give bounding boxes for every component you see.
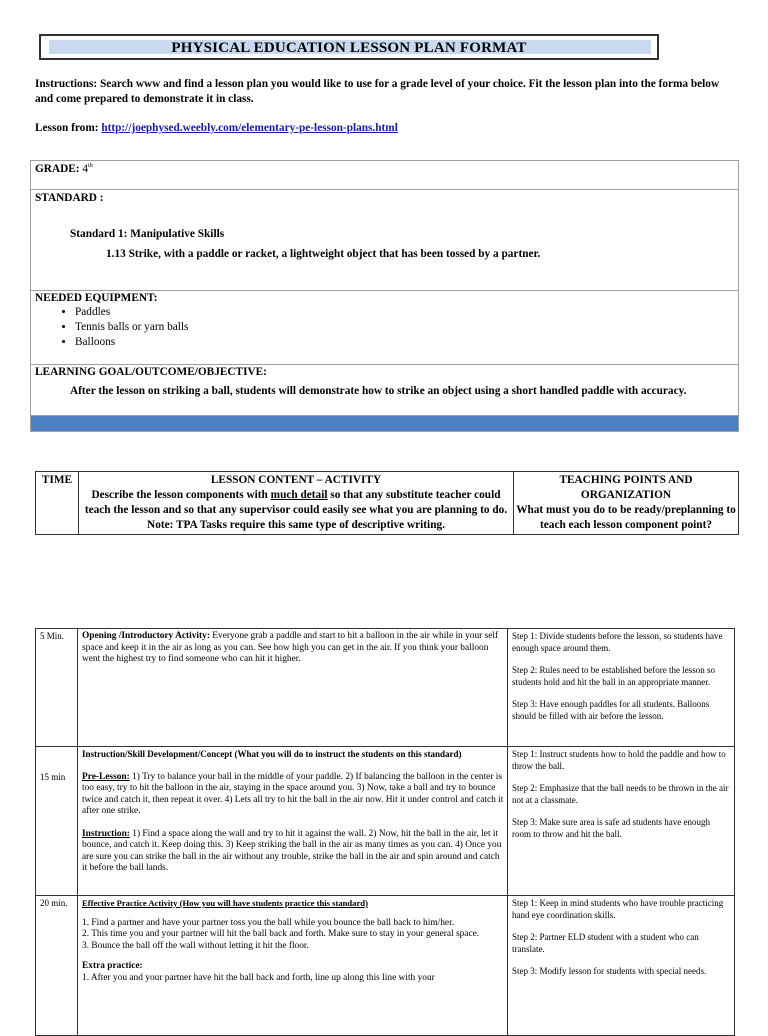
extra-practice-text: 1. After you and your partner have hit the ball back and forth, line up along this line with your [82, 972, 435, 983]
standard-name: Standard 1: Manipulative Skills [70, 228, 225, 240]
content-header-title: LESSON CONTENT – ACTIVITY [210, 474, 382, 486]
row-teaching-points [508, 629, 735, 747]
lesson-from-label: Lesson from: [35, 122, 99, 134]
equipment-item: • Balloons [75, 335, 738, 350]
step-item: Step 1: Divide students before the lesson, so students have enough space around them. [512, 631, 723, 653]
equipment-cell [31, 291, 739, 365]
practice-item: 2. This time you and your partner will hit the ball back and forth. Make sure to stay in your general space. [82, 929, 480, 939]
equipment-item: • Paddles [75, 305, 738, 320]
title-box [39, 34, 659, 60]
step-item: Step 2: Rules need to be established before the lesson so students hold and hit the ball in an appropriate manner. [512, 665, 715, 687]
step-item: Step 2: Partner ELD student with a student who can translate. [512, 932, 699, 954]
pre-lesson-text: Pre-Lesson: 1) Try to balance your ball in the middle of your paddle. 2) If balancing the balloon in the center is too easy, try to hit the balloon in the air, staying in the space around you. 3) Now, take a ball and try to bounce twice and catch it, then repeat it over. 4) Lets all try to hit the ball in the air now. Hit it under control and catch it after one strike. [82, 771, 504, 816]
step-item: Step 3: Modify lesson for students with special needs. [512, 966, 707, 976]
grade-value: 4 [82, 163, 89, 175]
lesson-source [35, 122, 398, 134]
grade-suffix: th [88, 163, 93, 170]
row-time: 15 min [36, 747, 78, 896]
lesson-info-table [30, 160, 739, 432]
standard-label: STANDARD : [35, 192, 104, 204]
page-title: PHYSICAL EDUCATION LESSON PLAN FORMAT [171, 40, 527, 56]
step-item: Step 3: Make sure area is safe ad students have enough room to throw and hit the ball. [512, 817, 710, 839]
objective-label: LEARNING GOAL/OUTCOME/OBJECTIVE: [35, 366, 267, 378]
row-teaching-points [508, 896, 735, 1036]
teaching-header-desc: What must you do to be ready/preplanning to teach each lesson component point? [516, 504, 736, 531]
row-time: 5 Min. [36, 629, 78, 747]
equipment-label: NEEDED EQUIPMENT: [35, 292, 158, 304]
content-header [79, 472, 514, 535]
lesson-header-table [35, 471, 739, 535]
extra-practice-label: Extra practice: [82, 961, 143, 971]
practice-item: 1. Find a partner and have your partner toss you the ball while you bounce the ball back to him/her. [82, 917, 455, 928]
equipment-list [35, 305, 738, 350]
teaching-header-title: TEACHING POINTS AND ORGANIZATION [559, 474, 693, 501]
lesson-source-link[interactable]: http://joephysed.weebly.com/elementary-pe-lesson-plans.html [101, 122, 398, 134]
practice-heading: Effective Practice Activity (How you will have students practice this standard) [82, 898, 368, 908]
row-content [78, 747, 508, 896]
objective-text: After the lesson on striking a ball, students will demonstrate how to strike an object using a short handled paddle with accuracy. [70, 385, 687, 397]
equipment-item: • Tennis balls or yarn balls [75, 320, 738, 335]
practice-item: 3. Bounce the ball off the wall without letting it hit the floor. [82, 940, 309, 951]
instructions-text: Instructions: Search www and find a lesson plan you would like to use for a grade level of your choice. Fit the lesson plan into the forma below and come prepared to demonstrate it in class. [35, 78, 720, 105]
time-header: TIME [36, 472, 79, 535]
standard-detail: 1.13 Strike, with a paddle or racket, a lightweight object that has been tossed by a partner. [106, 248, 541, 260]
step-item: Step 3: Have enough paddles for all students. Balloons should be filled with air before the lesson. [512, 699, 710, 721]
step-item: Step 1: Instruct students how to hold the paddle and how to throw the ball. [512, 749, 726, 771]
grade-cell [31, 161, 739, 190]
activity-table [35, 628, 735, 1036]
opening-activity: Opening /Introductory Activity: Everyone grab a paddle and start to hit a balloon in the air while in your self space and keep it in the air as long as you can. See how high you can get in the air. If you think your balloon went the highest try to find someone who can hit it higher. [82, 631, 499, 664]
row-content [78, 629, 508, 747]
teaching-header [514, 472, 739, 535]
step-item: Step 2: Emphasize that the ball needs to be thrown in the air not at a classmate. [512, 783, 729, 805]
content-header-desc: Describe the lesson components with much detail so that any substitute teacher could teach the lesson and so that any supervisor could easily see what you are planning to do. Note: TPA Tasks require this same type of descriptive writing. [84, 489, 508, 531]
grade-label: GRADE: [35, 163, 80, 175]
step-item: Step 1: Keep in mind students who have trouble practicing hand eye coordination skills. [512, 898, 724, 920]
instruction-heading: Instruction/Skill Development/Concept (What you will do to instruct the students on this standard) [82, 749, 462, 759]
objective-cell [31, 365, 739, 416]
row-teaching-points [508, 747, 735, 896]
instruction-text: Instruction: 1) Find a space along the wall and try to hit it against the wall. 2) Now, hit the ball in the air, let it bounce, and catch it. Keep doing this. 3) Keep striking the ball in the air as many times as you can. 4) Once you are sure you can strike the ball in the air without any trouble, strike the ball in the air and spin around and catch it before the ball lands. [82, 828, 502, 873]
blue-divider-band [31, 416, 739, 432]
standard-cell [31, 190, 739, 291]
row-time: 20 min. [36, 896, 78, 1036]
row-content [78, 896, 508, 1036]
